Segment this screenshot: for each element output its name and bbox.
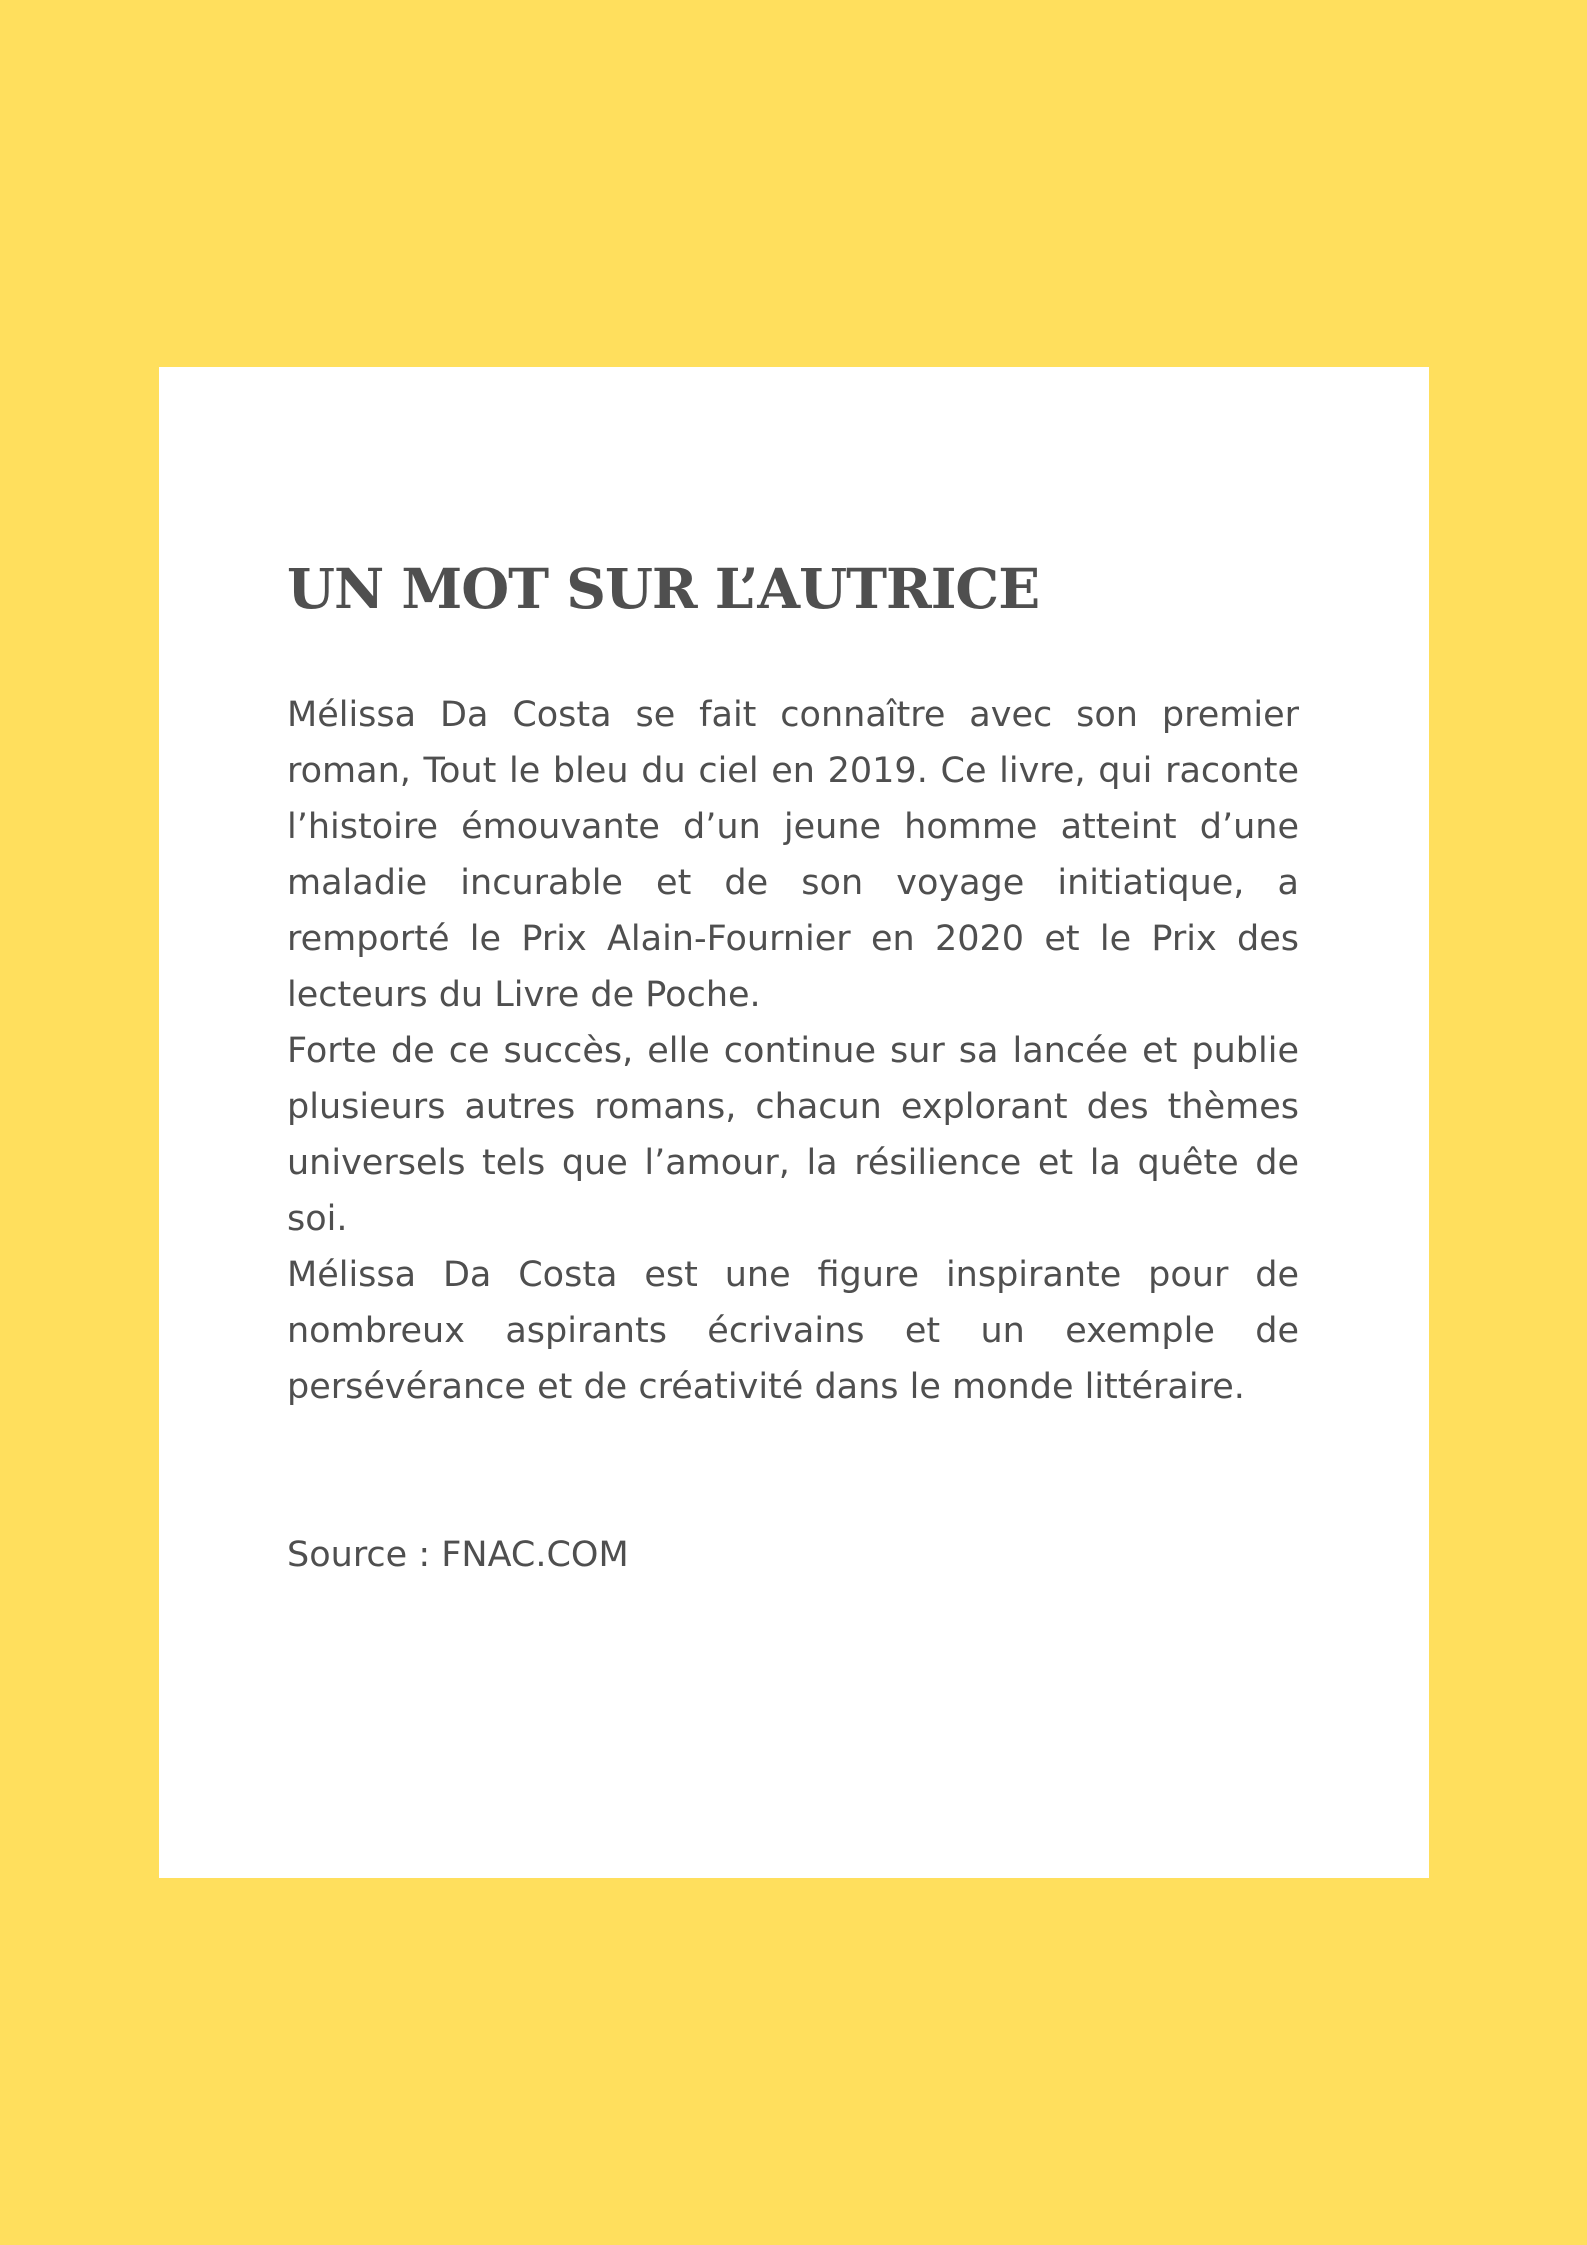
card-content	[287, 555, 1299, 1583]
page-title: UN MOT SUR L’AUTRICE	[287, 556, 1040, 621]
author-bio	[287, 687, 1299, 1415]
source-credit: Source : FNAC.COM	[287, 1535, 629, 1575]
bio-paragraph-2: Forte de ce succès, elle continue sur sa lancée et publie plusieurs autres romans, chacun explorant des thèmes universels tels que l’amour, la résilience et la quête de soi.	[287, 1031, 1299, 1239]
author-card	[159, 367, 1429, 1878]
bio-paragraph-3: Mélissa Da Costa est une figure inspirante pour de nombreux aspirants écrivains et un exemple de persévérance et de créativité dans le monde littéraire.	[287, 1255, 1299, 1407]
bio-paragraph-1: Mélissa Da Costa se fait connaître avec son premier roman, Tout le bleu du ciel en 2019. Ce livre, qui raconte l’histoire émouvante d’un jeune homme atteint d’une maladie incurable et de son voyage initiatique, a remporté le Prix Alain-Fournier en 2020 et le Prix des lecteurs du Livre de Poche.	[287, 695, 1299, 1015]
